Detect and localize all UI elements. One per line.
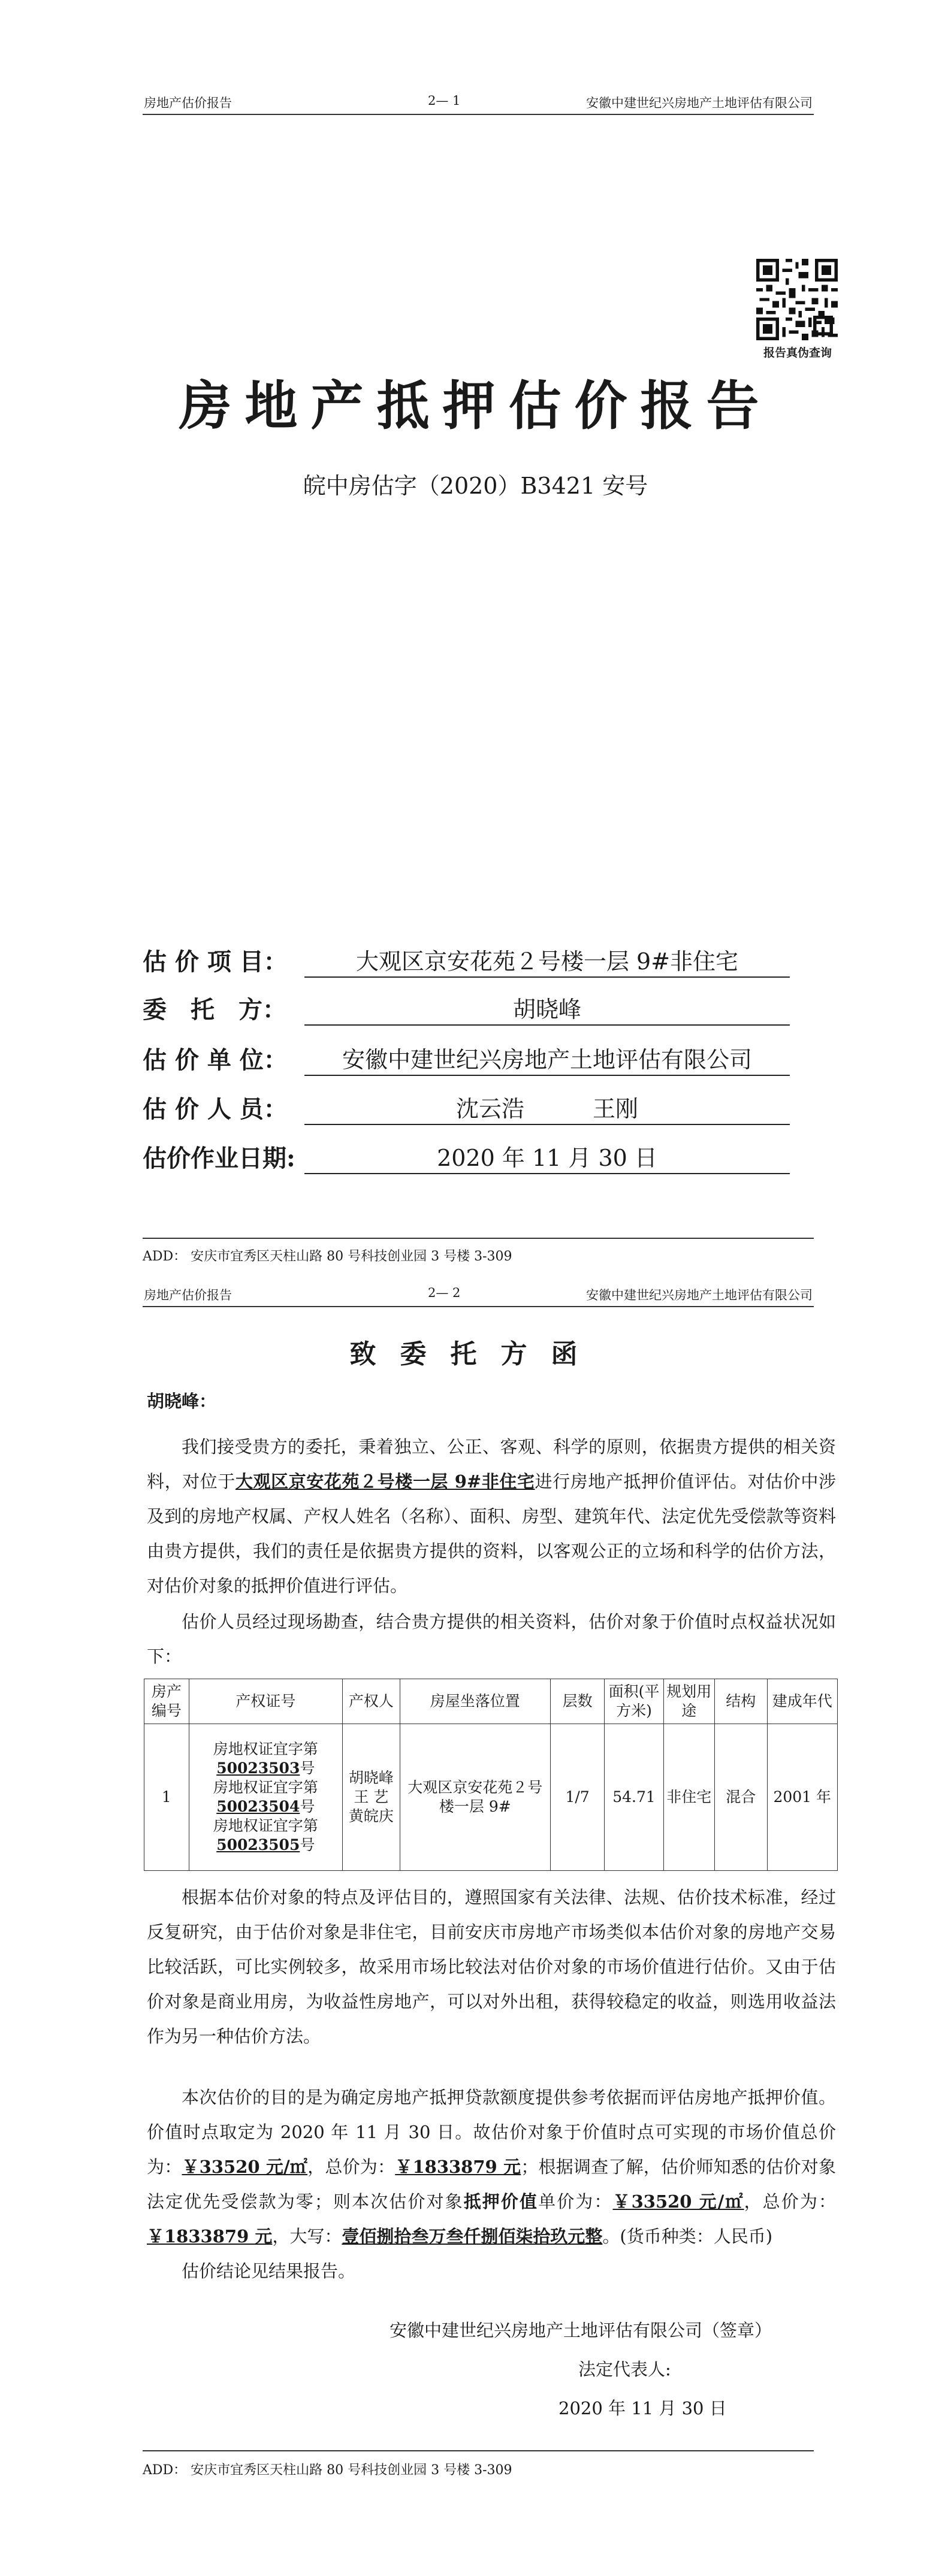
document-number: 皖中房估字（2020）B3421 安号 [303,473,648,499]
footer-address: ADD： 安庆市宜秀区天柱山路 80 号科技创业园 3 号楼 3-309 [143,2463,512,2478]
footer-address: ADD： 安庆市宜秀区天柱山路 80 号科技创业园 3 号楼 3-309 [143,1249,512,1264]
paragraph-conclusion: 本次估价的目的是为确定房地产抵押贷款额度提供参考依据而评估房地产抵押价值。价值时点取定为 2020 年 11 月 30 日。故估价对象于价值时点可实现的市场价值总价为：￥33520 元/㎡，总价为：￥1833879 元；根据调查了解，估价师知悉的估价对象法定优先受偿款为零；则本次估价对象抵押价值单价为：￥33520 元/㎡，总价为：￥1833879 元，大写：壹佰捌拾叁万叁仟捌佰柒拾玖元整。(货币种类：人民币) [147,2087,836,2247]
info-row-appraiser-company [143,1041,814,1077]
paragraph-intro [147,1429,836,1603]
total-price: ￥1833879 元 [395,2157,521,2177]
info-row-appraisers [143,1090,814,1126]
info-value: 安徽中建世纪兴房地产土地评估有限公司 [304,1041,790,1076]
cell-year: 2001 年 [767,1724,837,1871]
header-page-number: 2— 2 [428,1286,461,1300]
column-header: 规划用途 [663,1679,714,1724]
column-header: 产权人 [342,1679,400,1724]
header-left: 房地产估价报告 [144,1288,232,1302]
cell-owner: 胡晓峰 王 艺 黄皖庆 [342,1724,400,1871]
cell-floors: 1/7 [550,1724,605,1871]
header-page-number: 2— 1 [428,93,461,108]
cell-no: 1 [144,1724,189,1871]
info-value: 大观区京安花苑２号楼一层 9#非住宅 [304,943,790,978]
certificate-entry: 房地权证宜字第50023503号 [213,1740,318,1777]
info-label: 估 价 单 位： [143,1046,288,1074]
mortgage-value-label: 抵押价值 [463,2191,539,2212]
column-header: 房屋坐落位置 [400,1679,550,1724]
info-row-date [143,1139,814,1175]
cell-location: 大观区京安花苑２号楼一层 9# [400,1724,550,1871]
info-value: 2020 年 11 月 30 日 [304,1139,790,1174]
property-table [144,1679,838,1871]
qr-caption: 报告真伪查询 [763,346,832,359]
info-label: 估价作业日期: [143,1144,295,1172]
certificate-entry: 房地权证宜字第50023505号 [213,1817,318,1854]
intro-text-cont: 进行房地产抵押价值评估。对估价中涉及到的房地产权属、产权人姓名（名称）、面积、房型、建筑年代、法定优先受偿款等资料由贵方提供，我们的责任是依据贵方提供的资料，以客观公正的立场和科学的估价方法，对估价对象的抵押价值进行评估。 [147,1471,836,1596]
intro-text: 我们接受贵方的委托，秉着独立、公正、客观、科学的原则，依据贵方提供的相关资料，对位于 [147,1437,836,1492]
column-header: 结构 [715,1679,768,1724]
certificate-entry: 房地权证宜字第50023504号 [213,1779,318,1815]
page-header [143,1282,814,1307]
signature-legal-rep: 法定代表人: [578,2359,671,2380]
column-header: 建成年代 [767,1679,837,1724]
table-row [144,1724,838,1871]
footer-divider [143,1238,814,1239]
info-label: 委 托 方： [143,996,286,1024]
info-row-project [143,943,814,979]
signature-company: 安徽中建世纪兴房地产土地评估有限公司（签章） [390,2320,772,2341]
column-header: 层数 [550,1679,605,1724]
column-header: 房产编号 [144,1679,189,1724]
unit-price: ￥33520 元/㎡ [182,2157,308,2177]
column-header: 产权证号 [189,1679,342,1724]
info-label: 估 价 人 员： [143,1095,288,1123]
header-company: 安徽中建世纪兴房地产土地评估有限公司 [586,1288,813,1302]
salutation: 胡晓峰： [147,1391,217,1411]
letter-page [0,1288,951,2576]
signature-date: 2020 年 11 月 30 日 [558,2398,727,2418]
cell-structure: 混合 [715,1724,768,1871]
qr-code-icon[interactable] [756,259,838,340]
footer-divider [143,2450,814,2451]
property-address: 大观区京安花苑２号楼一层 9#非住宅 [235,1471,535,1492]
info-value: 沈云浩 王刚 [304,1090,790,1125]
mortgage-total-price: ￥1833879 元 [147,2226,273,2247]
cell-use: 非住宅 [663,1724,714,1871]
header-company: 安徽中建世纪兴房地产土地评估有限公司 [586,96,813,110]
info-label: 估 价 项 目： [143,948,288,976]
cell-certificates [189,1724,342,1871]
table-header-row [144,1679,838,1724]
amount-in-words: 壹佰捌拾叁万叁仟捌佰柒拾玖元整 [342,2226,603,2247]
cell-area: 54.71 [605,1724,663,1871]
report-title: 房地产抵押估价报告 [179,374,772,437]
paragraph-method: 根据本估价对象的特点及评估目的，遵照国家有关法律、法规、估价技术标准，经过反复研究，由于估价对象是非住宅，目前安庆市房地产市场类似本估价对象的房地产交易比较活跃，可比实例较多，故采用市场比较法对估价对象的市场价值进行估价。又由于估价对象是商业用房，为收益性房地产，可以对外出租，获得较稳定的收益，则选用收益法作为另一种估价方法。 [147,1887,836,2046]
header-left: 房地产估价报告 [144,96,232,110]
info-row-client [143,991,814,1027]
column-header: 面积(平方米) [605,1679,663,1724]
letter-title: 致委托方函 [349,1339,602,1369]
paragraph-result-note: 估价结论见结果报告。 [182,2261,356,2281]
page-header [143,90,814,115]
info-value: 胡晓峰 [304,991,790,1026]
paragraph-survey: 估价人员经过现场勘查，结合贵方提供的相关资料，估价对象于价值时点权益状况如下： [147,1611,836,1667]
mortgage-unit-price: ￥33520 元/㎡ [612,2191,744,2212]
